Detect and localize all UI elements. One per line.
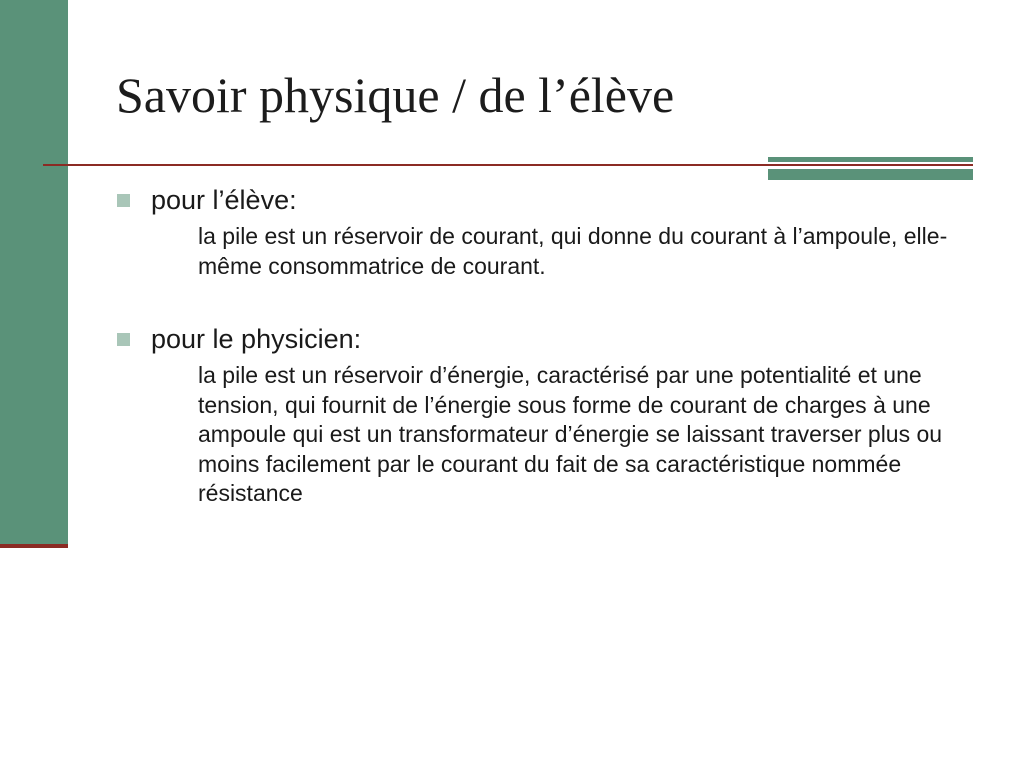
accent-stripe [768, 169, 973, 180]
bullet-label: pour l’élève: [151, 185, 297, 215]
title-accent-stripes [768, 157, 973, 180]
square-bullet-icon [117, 333, 130, 346]
left-accent-bar [0, 0, 68, 546]
bullet-item [113, 321, 993, 509]
slide-content [113, 182, 993, 509]
bullet-body: la pile est un réservoir d’énergie, caractérisé par une potentialité et une tension, qui fournit de l’énergie sous forme de courant de charges à une ampoule qui est un transformateur d’énergie se laissant traverser plus ou moins facilement par le courant du fait de sa caractéristique nommée résistance [198, 362, 943, 506]
bullet-item [113, 182, 993, 281]
left-accent-rule [0, 544, 68, 548]
accent-stripe [768, 157, 973, 162]
square-bullet-icon [117, 194, 130, 207]
bullet-body: la pile est un réservoir de courant, qui donne du courant à l’ampoule, elle-même consommatrice de courant. [198, 223, 948, 279]
slide-title: Savoir physique / de l’élève [116, 67, 675, 123]
bullet-label: pour le physicien: [151, 324, 362, 354]
